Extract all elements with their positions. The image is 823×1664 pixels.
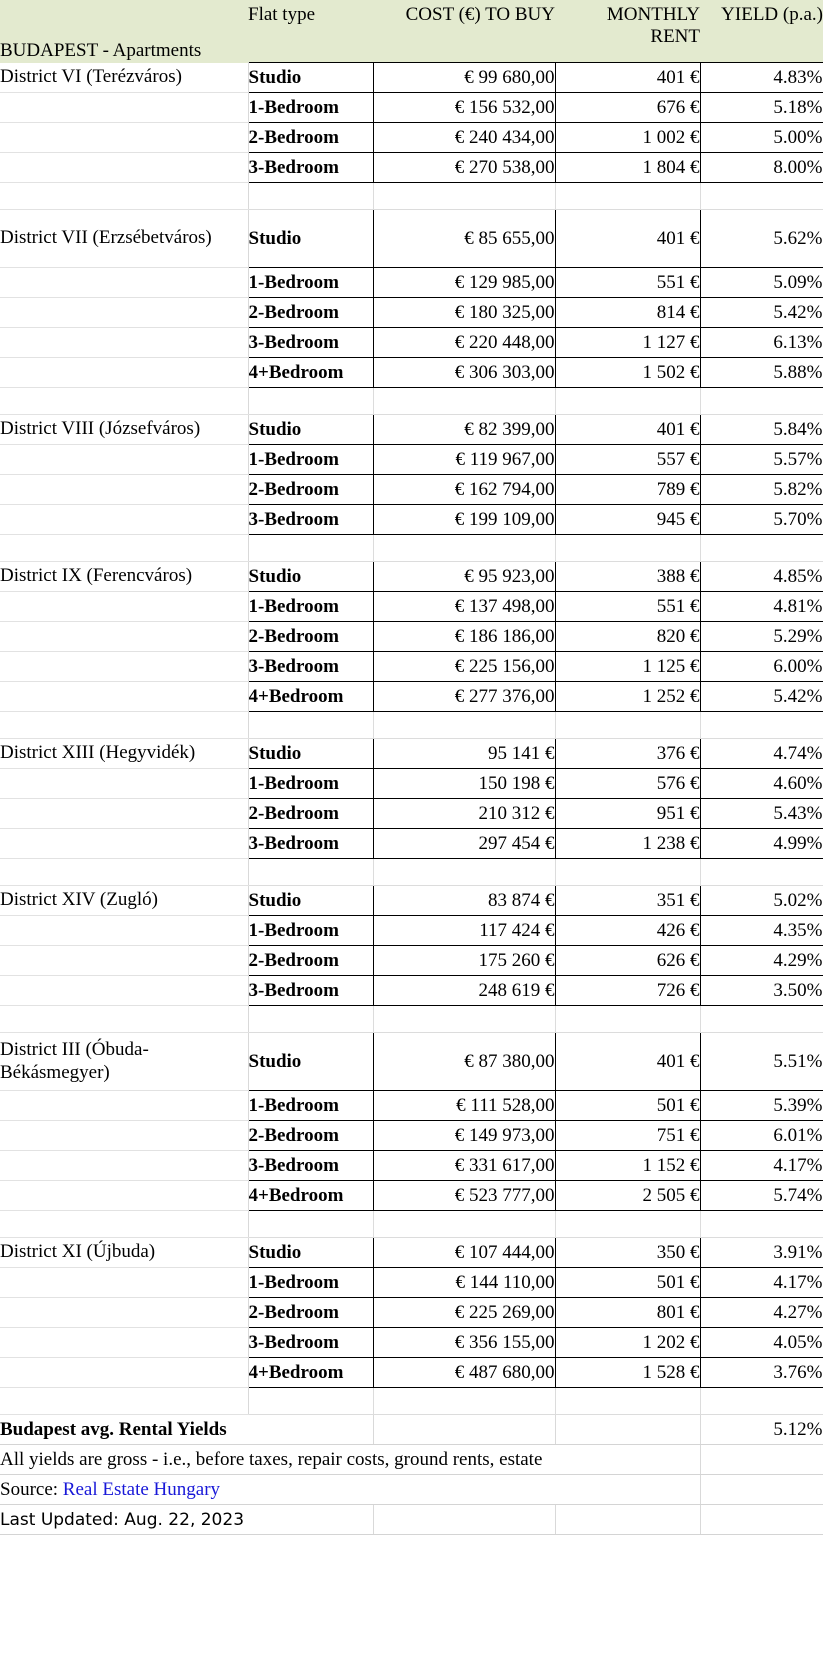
cost-cell: € 87 380,00 — [373, 1033, 555, 1091]
table-row[interactable] — [0, 415, 823, 445]
flat-type-cell: 2-Bedroom — [248, 1298, 373, 1328]
flat-type-cell: 3-Bedroom — [248, 1151, 373, 1181]
district-name: District XIII (Hegyvidék) — [0, 739, 248, 769]
yield-cell: 6.00% — [700, 652, 823, 682]
cost-cell: € 240 434,00 — [373, 123, 555, 153]
flat-type-cell: 2-Bedroom — [248, 298, 373, 328]
table-header-row — [0, 0, 823, 63]
yield-cell: 3.76% — [700, 1358, 823, 1388]
rent-cell: 1 252 € — [555, 682, 700, 712]
rent-cell: 789 € — [555, 475, 700, 505]
cost-cell: € 186 186,00 — [373, 622, 555, 652]
table-row[interactable] — [0, 1328, 823, 1358]
spacer-cell-district — [0, 388, 248, 415]
yield-cell: 5.84% — [700, 415, 823, 445]
spacer-cell — [248, 859, 373, 886]
district-name-blank — [0, 829, 248, 859]
avg-yield-blank-cost — [373, 1415, 555, 1445]
district-name-blank — [0, 358, 248, 388]
spacer-cell — [555, 183, 700, 210]
flat-type-cell: 2-Bedroom — [248, 622, 373, 652]
flat-type-cell: 3-Bedroom — [248, 505, 373, 535]
rent-cell: 1 125 € — [555, 652, 700, 682]
cost-cell: € 129 985,00 — [373, 268, 555, 298]
flat-type-cell: Studio — [248, 562, 373, 592]
table-row[interactable] — [0, 799, 823, 829]
rent-cell: 388 € — [555, 562, 700, 592]
spacer-cell — [373, 388, 555, 415]
spacer-cell — [373, 712, 555, 739]
district-name: District VIII (Józsefváros) — [0, 415, 248, 445]
table-row[interactable] — [0, 475, 823, 505]
rent-cell: 676 € — [555, 93, 700, 123]
gross-note-text: All yields are gross - i.e., before taxes, repair costs, ground rents, estate — [0, 1445, 700, 1475]
table-row[interactable] — [0, 886, 823, 916]
yield-cell: 5.57% — [700, 445, 823, 475]
table-row[interactable] — [0, 769, 823, 799]
flat-type-cell: Studio — [248, 63, 373, 93]
district-name-blank — [0, 1298, 248, 1328]
header-title: BUDAPEST - Apartments — [0, 0, 248, 63]
district-name-blank — [0, 475, 248, 505]
yield-cell: 4.17% — [700, 1268, 823, 1298]
yield-cell: 4.27% — [700, 1298, 823, 1328]
spacer-row — [0, 1006, 823, 1033]
cost-cell: € 149 973,00 — [373, 1121, 555, 1151]
flat-type-cell: Studio — [248, 1238, 373, 1268]
spacer-row — [0, 535, 823, 562]
yield-cell: 4.29% — [700, 946, 823, 976]
cost-cell: € 180 325,00 — [373, 298, 555, 328]
spacer-cell — [700, 1006, 823, 1033]
district-name-blank — [0, 93, 248, 123]
yield-cell: 6.13% — [700, 328, 823, 358]
cost-cell: 95 141 € — [373, 739, 555, 769]
flat-type-cell: 1-Bedroom — [248, 1091, 373, 1121]
source-link[interactable]: Real Estate Hungary — [62, 1478, 221, 1500]
yield-cell: 5.42% — [700, 682, 823, 712]
cost-cell: 117 424 € — [373, 916, 555, 946]
spacer-cell-district — [0, 1006, 248, 1033]
yield-cell: 5.00% — [700, 123, 823, 153]
spacer-cell-district — [0, 183, 248, 210]
district-name-blank — [0, 976, 248, 1006]
header-flat-type: Flat type — [248, 0, 373, 63]
rent-cell: 551 € — [555, 592, 700, 622]
flat-type-cell: Studio — [248, 739, 373, 769]
yield-cell: 4.85% — [700, 562, 823, 592]
avg-yield-value: 5.12% — [700, 1415, 823, 1445]
flat-type-cell: 1-Bedroom — [248, 445, 373, 475]
flat-type-cell: 3-Bedroom — [248, 1328, 373, 1358]
flat-type-cell: 1-Bedroom — [248, 769, 373, 799]
table-row[interactable] — [0, 298, 823, 328]
district-name-blank — [0, 1358, 248, 1388]
rent-cell: 401 € — [555, 63, 700, 93]
cost-cell: 248 619 € — [373, 976, 555, 1006]
yield-cell: 8.00% — [700, 153, 823, 183]
district-name-blank — [0, 769, 248, 799]
cost-cell: € 107 444,00 — [373, 1238, 555, 1268]
spacer-cell — [700, 535, 823, 562]
district-name-blank — [0, 1091, 248, 1121]
district-name: District VII (Erzsébetváros) — [0, 210, 248, 268]
spacer-cell — [700, 712, 823, 739]
district-name-blank — [0, 1181, 248, 1211]
rent-cell: 350 € — [555, 1238, 700, 1268]
source-blank — [700, 1475, 823, 1505]
table-row[interactable] — [0, 1268, 823, 1298]
spacer-cell — [248, 1388, 373, 1415]
table-row[interactable] — [0, 1033, 823, 1091]
spacer-cell — [373, 535, 555, 562]
yield-cell: 4.17% — [700, 1151, 823, 1181]
table-row[interactable] — [0, 93, 823, 123]
flat-type-cell: 2-Bedroom — [248, 123, 373, 153]
cost-cell: 297 454 € — [373, 829, 555, 859]
cost-cell: € 487 680,00 — [373, 1358, 555, 1388]
district-name-blank — [0, 682, 248, 712]
yield-cell: 4.05% — [700, 1328, 823, 1358]
district-name-blank — [0, 592, 248, 622]
flat-type-cell: Studio — [248, 1033, 373, 1091]
flat-type-cell: 1-Bedroom — [248, 592, 373, 622]
last-updated-row — [0, 1505, 823, 1535]
spacer-cell — [373, 183, 555, 210]
rent-cell: 2 505 € — [555, 1181, 700, 1211]
table-row[interactable] — [0, 739, 823, 769]
rent-cell: 401 € — [555, 415, 700, 445]
spacer-row — [0, 388, 823, 415]
district-name: District XIV (Zugló) — [0, 886, 248, 916]
cost-cell: € 199 109,00 — [373, 505, 555, 535]
rent-cell: 376 € — [555, 739, 700, 769]
rent-cell: 751 € — [555, 1121, 700, 1151]
table-row[interactable] — [0, 1151, 823, 1181]
table-row[interactable] — [0, 358, 823, 388]
rent-cell: 1 238 € — [555, 829, 700, 859]
avg-yield-blank-rent — [555, 1415, 700, 1445]
table-row[interactable] — [0, 682, 823, 712]
flat-type-cell: 3-Bedroom — [248, 153, 373, 183]
header-monthly-rent: MONTHLY RENT — [555, 0, 700, 63]
spacer-cell — [248, 183, 373, 210]
rent-cell: 1 804 € — [555, 153, 700, 183]
last-updated-blank-cost — [373, 1505, 555, 1535]
yield-cell: 5.62% — [700, 210, 823, 268]
table-row[interactable] — [0, 652, 823, 682]
yield-cell: 4.60% — [700, 769, 823, 799]
yield-cell: 4.83% — [700, 63, 823, 93]
flat-type-cell: 3-Bedroom — [248, 829, 373, 859]
flat-type-cell: 2-Bedroom — [248, 475, 373, 505]
district-name-blank — [0, 799, 248, 829]
flat-type-cell: 1-Bedroom — [248, 1268, 373, 1298]
rent-cell: 814 € — [555, 298, 700, 328]
district-name-blank — [0, 1328, 248, 1358]
district-name-blank — [0, 652, 248, 682]
table-row[interactable] — [0, 1358, 823, 1388]
flat-type-cell: Studio — [248, 210, 373, 268]
district-name-blank — [0, 505, 248, 535]
district-name: District VI (Terézváros) — [0, 63, 248, 93]
rent-cell: 945 € — [555, 505, 700, 535]
table-row[interactable] — [0, 829, 823, 859]
yield-cell: 6.01% — [700, 1121, 823, 1151]
spacer-cell — [373, 1211, 555, 1238]
spacer-row — [0, 183, 823, 210]
spacer-cell — [373, 859, 555, 886]
cost-cell: € 523 777,00 — [373, 1181, 555, 1211]
district-name: District III (Óbuda-Békásmegyer) — [0, 1033, 248, 1091]
table-row[interactable] — [0, 946, 823, 976]
table-row[interactable] — [0, 123, 823, 153]
table-row[interactable] — [0, 622, 823, 652]
gross-note-row — [0, 1445, 823, 1475]
spacer-row — [0, 712, 823, 739]
rent-cell: 1 127 € — [555, 328, 700, 358]
rent-cell: 501 € — [555, 1268, 700, 1298]
table-row[interactable] — [0, 1238, 823, 1268]
flat-type-cell: 2-Bedroom — [248, 946, 373, 976]
yield-cell: 4.81% — [700, 592, 823, 622]
cost-cell: € 95 923,00 — [373, 562, 555, 592]
district-name: District XI (Újbuda) — [0, 1238, 248, 1268]
table-row[interactable] — [0, 153, 823, 183]
table-row[interactable] — [0, 505, 823, 535]
table-row[interactable] — [0, 268, 823, 298]
yield-cell: 5.82% — [700, 475, 823, 505]
source-prefix: Source: — [0, 1478, 63, 1500]
spacer-cell — [555, 1211, 700, 1238]
cost-cell: € 82 399,00 — [373, 415, 555, 445]
flat-type-cell: 2-Bedroom — [248, 799, 373, 829]
avg-yield-row — [0, 1415, 823, 1445]
header-yield: YIELD (p.a.) — [700, 0, 823, 63]
rent-cell: 576 € — [555, 769, 700, 799]
table-row[interactable] — [0, 210, 823, 268]
last-updated-blank-rent — [555, 1505, 700, 1535]
yield-cell: 5.02% — [700, 886, 823, 916]
yield-cell: 5.09% — [700, 268, 823, 298]
district-name-blank — [0, 622, 248, 652]
yield-cell: 4.99% — [700, 829, 823, 859]
cost-cell: € 156 532,00 — [373, 93, 555, 123]
rent-cell: 1 202 € — [555, 1328, 700, 1358]
district-name-blank — [0, 1151, 248, 1181]
district-name-blank — [0, 916, 248, 946]
table-row[interactable] — [0, 592, 823, 622]
flat-type-cell: 4+Bedroom — [248, 682, 373, 712]
table-row[interactable] — [0, 63, 823, 93]
rent-cell: 1 152 € — [555, 1151, 700, 1181]
rent-cell: 1 528 € — [555, 1358, 700, 1388]
flat-type-cell: 1-Bedroom — [248, 268, 373, 298]
spacer-cell — [700, 388, 823, 415]
district-name-blank — [0, 946, 248, 976]
source-cell — [0, 1475, 700, 1505]
table-row[interactable] — [0, 1091, 823, 1121]
spacer-cell — [248, 1006, 373, 1033]
yield-cell: 5.74% — [700, 1181, 823, 1211]
cost-cell: € 270 538,00 — [373, 153, 555, 183]
rent-cell: 726 € — [555, 976, 700, 1006]
spacer-cell — [700, 183, 823, 210]
district-name-blank — [0, 1121, 248, 1151]
cost-cell: € 220 448,00 — [373, 328, 555, 358]
spacer-row — [0, 1388, 823, 1415]
yield-cell: 5.70% — [700, 505, 823, 535]
header-cost-to-buy: COST (€) TO BUY — [373, 0, 555, 63]
rent-cell: 801 € — [555, 1298, 700, 1328]
district-name-blank — [0, 268, 248, 298]
spacer-cell — [555, 388, 700, 415]
spacer-row — [0, 1211, 823, 1238]
spacer-cell — [555, 1006, 700, 1033]
district-name-blank — [0, 123, 248, 153]
flat-type-cell: 3-Bedroom — [248, 328, 373, 358]
yield-cell: 5.29% — [700, 622, 823, 652]
spacer-cell — [555, 859, 700, 886]
yield-cell: 5.51% — [700, 1033, 823, 1091]
cost-cell: € 119 967,00 — [373, 445, 555, 475]
rent-cell: 820 € — [555, 622, 700, 652]
source-row — [0, 1475, 823, 1505]
rent-cell: 501 € — [555, 1091, 700, 1121]
table-row[interactable] — [0, 916, 823, 946]
rent-cell: 351 € — [555, 886, 700, 916]
flat-type-cell: 1-Bedroom — [248, 916, 373, 946]
rent-cell: 401 € — [555, 1033, 700, 1091]
yield-cell: 5.88% — [700, 358, 823, 388]
cost-cell: € 162 794,00 — [373, 475, 555, 505]
cost-cell: € 331 617,00 — [373, 1151, 555, 1181]
rent-cell: 626 € — [555, 946, 700, 976]
cost-cell: € 277 376,00 — [373, 682, 555, 712]
rent-cell: 951 € — [555, 799, 700, 829]
spacer-cell — [700, 859, 823, 886]
spacer-cell-district — [0, 535, 248, 562]
table-row[interactable] — [0, 445, 823, 475]
district-name: District IX (Ferencváros) — [0, 562, 248, 592]
cost-cell: € 85 655,00 — [373, 210, 555, 268]
district-name-blank — [0, 1268, 248, 1298]
spacer-cell — [555, 535, 700, 562]
spacer-cell-district — [0, 859, 248, 886]
avg-yield-label: Budapest avg. Rental Yields — [0, 1415, 373, 1445]
spacer-cell — [248, 388, 373, 415]
cost-cell: € 144 110,00 — [373, 1268, 555, 1298]
flat-type-cell: Studio — [248, 415, 373, 445]
district-name-blank — [0, 445, 248, 475]
spacer-cell — [700, 1388, 823, 1415]
spacer-cell-district — [0, 712, 248, 739]
yield-cell: 4.74% — [700, 739, 823, 769]
district-name-blank — [0, 328, 248, 358]
last-updated-blank-yield — [700, 1505, 823, 1535]
cost-cell: 83 874 € — [373, 886, 555, 916]
spacer-cell — [248, 712, 373, 739]
table-row[interactable] — [0, 976, 823, 1006]
last-updated-text: Last Updated: Aug. 22, 2023 — [0, 1505, 373, 1535]
rent-cell: 1 002 € — [555, 123, 700, 153]
yield-cell: 3.91% — [700, 1238, 823, 1268]
cost-cell: € 225 269,00 — [373, 1298, 555, 1328]
table-row[interactable] — [0, 1181, 823, 1211]
spacer-row — [0, 859, 823, 886]
yield-cell: 4.35% — [700, 916, 823, 946]
cost-cell: € 225 156,00 — [373, 652, 555, 682]
yield-cell: 5.18% — [700, 93, 823, 123]
flat-type-cell: 3-Bedroom — [248, 976, 373, 1006]
cost-cell: € 137 498,00 — [373, 592, 555, 622]
cost-cell: € 111 528,00 — [373, 1091, 555, 1121]
gross-note-blank — [700, 1445, 823, 1475]
cost-cell: € 356 155,00 — [373, 1328, 555, 1358]
cost-cell: 175 260 € — [373, 946, 555, 976]
table-row[interactable] — [0, 1298, 823, 1328]
yield-cell: 5.39% — [700, 1091, 823, 1121]
spacer-cell-district — [0, 1388, 248, 1415]
table-row[interactable] — [0, 1121, 823, 1151]
district-name-blank — [0, 298, 248, 328]
table-row[interactable] — [0, 562, 823, 592]
cost-cell: 210 312 € — [373, 799, 555, 829]
spacer-cell-district — [0, 1211, 248, 1238]
spacer-cell — [373, 1006, 555, 1033]
spacer-cell — [555, 712, 700, 739]
yield-cell: 5.42% — [700, 298, 823, 328]
cost-cell: € 99 680,00 — [373, 63, 555, 93]
cost-cell: 150 198 € — [373, 769, 555, 799]
rent-cell: 557 € — [555, 445, 700, 475]
rent-cell: 426 € — [555, 916, 700, 946]
spacer-cell — [700, 1211, 823, 1238]
cost-cell: € 306 303,00 — [373, 358, 555, 388]
rent-cell: 1 502 € — [555, 358, 700, 388]
yield-cell: 3.50% — [700, 976, 823, 1006]
flat-type-cell: 4+Bedroom — [248, 1358, 373, 1388]
flat-type-cell: 3-Bedroom — [248, 652, 373, 682]
flat-type-cell: Studio — [248, 886, 373, 916]
district-name-blank — [0, 153, 248, 183]
rent-cell: 401 € — [555, 210, 700, 268]
spacer-cell — [248, 1211, 373, 1238]
flat-type-cell: 4+Bedroom — [248, 358, 373, 388]
flat-type-cell: 2-Bedroom — [248, 1121, 373, 1151]
flat-type-cell: 1-Bedroom — [248, 93, 373, 123]
yield-cell: 5.43% — [700, 799, 823, 829]
spacer-cell — [555, 1388, 700, 1415]
table-row[interactable] — [0, 328, 823, 358]
flat-type-cell: 4+Bedroom — [248, 1181, 373, 1211]
rent-cell: 551 € — [555, 268, 700, 298]
spacer-cell — [373, 1388, 555, 1415]
spacer-cell — [248, 535, 373, 562]
